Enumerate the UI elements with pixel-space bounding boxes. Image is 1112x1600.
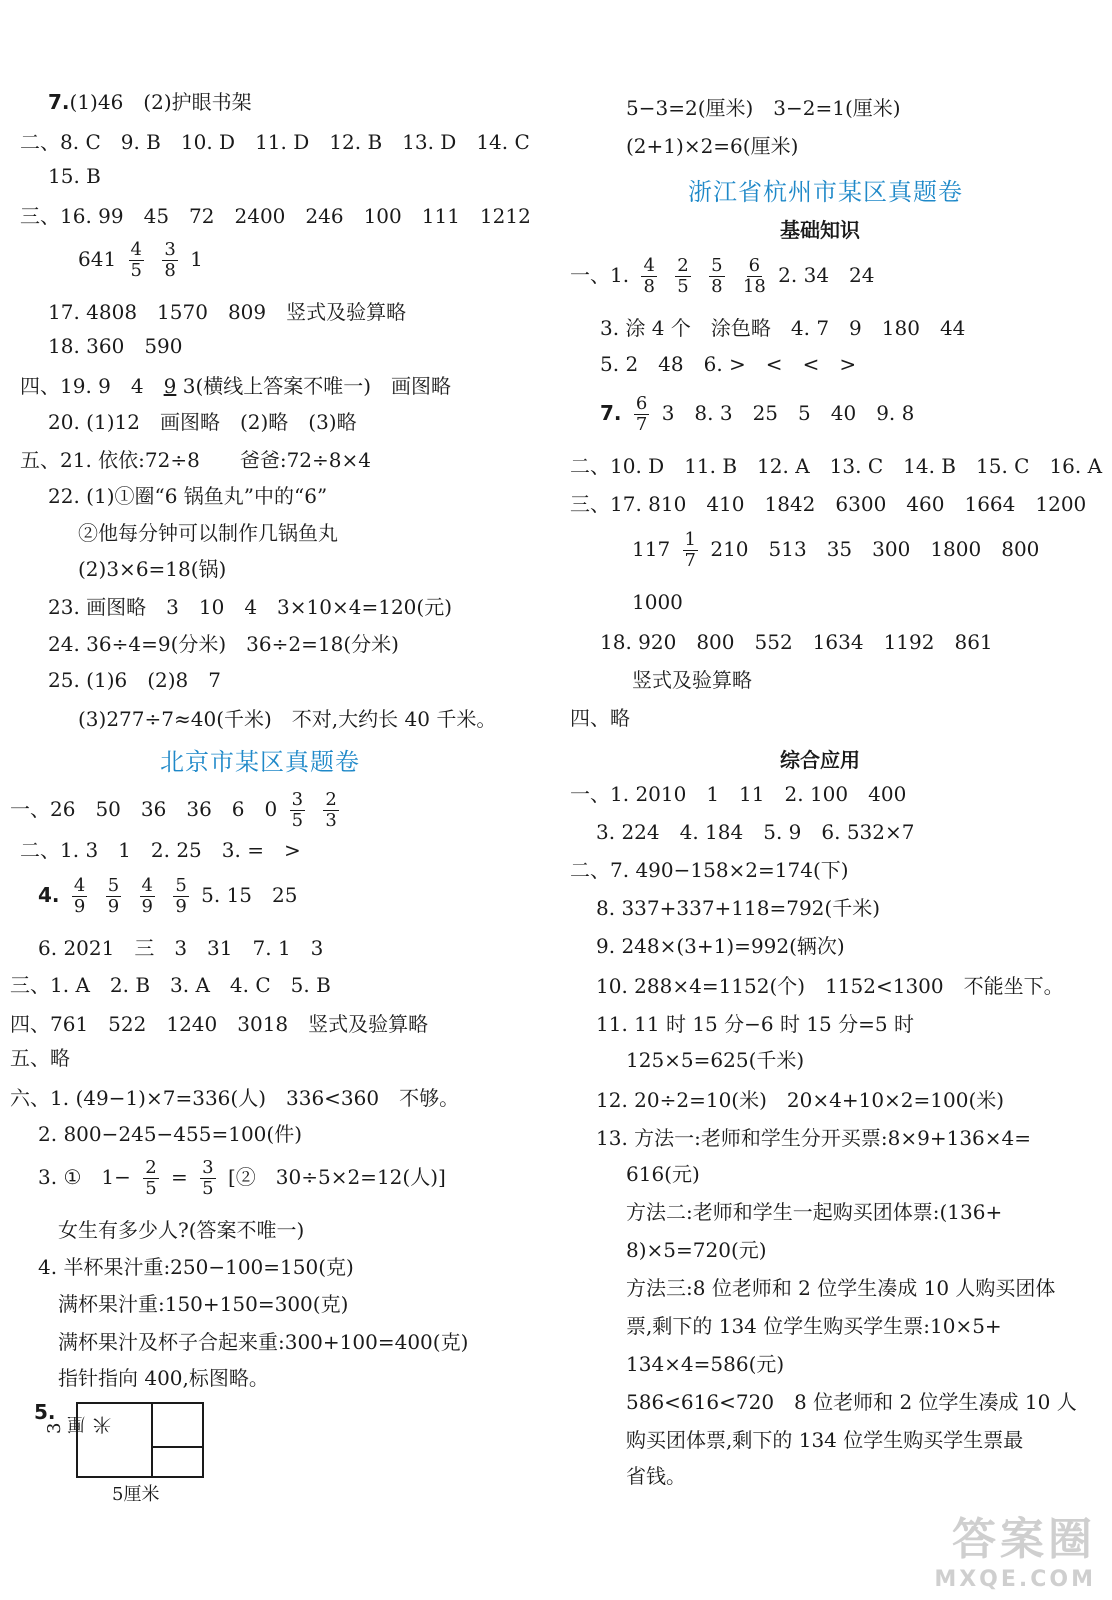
- answer-line-fractions: 117 $\frac{1}{7}$ 210 513 35 300 1800 800: [632, 529, 1040, 571]
- fraction: $\frac{3}{5}$: [202, 1157, 214, 1199]
- answer-line: 3. 224 4. 184 5. 9 6. 532×7: [596, 820, 915, 844]
- answer-line: (3)277÷7≈40(千米) 不对,大约长 40 千米。: [78, 707, 497, 731]
- answer-line: 23. 画图略 3 10 4 3×10×4=120(元): [48, 595, 453, 619]
- answer-line: (2+1)×2=6(厘米): [626, 134, 799, 158]
- answer-line: 满杯果汁重:150+150=300(克): [58, 1292, 349, 1316]
- fraction: $\frac{4}{5}$: [130, 239, 142, 281]
- answer-line: 二、8. C 9. B 10. D 11. D 12. B 13. D 14. C: [20, 130, 530, 154]
- answer-line-fractions: 一、26 50 36 36 6 0 $\frac{3}{5}$ $\frac{2}{3}$: [10, 789, 337, 831]
- fraction: $\frac{5}{9}$: [175, 875, 187, 917]
- answer-line: 5. 2 48 6. > < < >: [600, 352, 857, 376]
- subsection-title: 综合应用: [780, 748, 860, 772]
- site-watermark: [934, 1503, 1096, 1592]
- answer-line: 方法二:老师和学生一起购买团体票:(136+: [626, 1200, 1003, 1224]
- fraction: $\frac{2}{5}$: [677, 255, 689, 297]
- answer-line: 三、17. 810 410 1842 6300 460 1664 1200: [570, 492, 1087, 516]
- answer-line: 586<616<720 8 位老师和 2 位学生凑成 10 人: [626, 1390, 1077, 1414]
- answer-line: 5−3=2(厘米) 3−2=1(厘米): [626, 96, 901, 120]
- answer-line: 二、10. D 11. B 12. A 13. C 14. B 15. C 16. A: [570, 454, 1103, 478]
- subsection-title: 基础知识: [780, 218, 860, 242]
- section-title: 浙江省杭州市某区真题卷: [688, 178, 963, 206]
- answer-line: 三、1. A 2. B 3. A 4. C 5. B: [10, 973, 331, 997]
- answer-line: 12. 20÷2=10(米) 20×4+10×2=100(米): [596, 1088, 1005, 1112]
- height-label: 3厘米: [44, 1416, 114, 1434]
- fraction: $\frac{4}{9}$: [73, 875, 86, 917]
- answer-line: 13. 方法一:老师和学生分开买票:8×9+136×4=: [596, 1126, 1032, 1150]
- fraction: $\frac{1}{7}$: [684, 529, 696, 571]
- fraction: $\frac{4}{8}$: [643, 255, 655, 297]
- answer-line: ②他每分钟可以制作几锅鱼丸: [78, 521, 338, 545]
- answer-line: 满杯果汁及杯子合起来重:300+100=400(克): [58, 1330, 469, 1354]
- answer-line: 二、7. 490−158×2=174(下): [570, 858, 849, 882]
- fraction: $\frac{2}{3}$: [325, 789, 337, 831]
- answer-line-fractions: 一、1. $\frac{4}{8}$ $\frac{2}{5}$ $\frac{5}{8}$ $\frac{6}{18}$ 2. 34 24: [570, 255, 875, 297]
- answer-line: 5.: [34, 1400, 56, 1424]
- fraction: $\frac{2}{5}$: [145, 1157, 157, 1199]
- fraction: $\frac{6}{18}$: [742, 255, 766, 297]
- answer-line: 三、16. 99 45 72 2400 246 100 111 1212: [20, 204, 531, 228]
- answer-line: 25. (1)6 (2)8 7: [48, 668, 221, 692]
- answer-line: 11. 11 时 15 分−6 时 15 分=5 时: [596, 1012, 914, 1036]
- width-label: 5厘米: [112, 1484, 160, 1505]
- fraction: $\frac{5}{9}$: [107, 875, 120, 917]
- answer-line: 1000: [632, 590, 683, 614]
- answer-line: 四、761 522 1240 3018 竖式及验算略: [10, 1012, 429, 1036]
- answer-line: 竖式及验算略: [632, 668, 752, 692]
- answer-line-fractions: 641 $\frac{4}{5}$ $\frac{3}{8}$ 1: [78, 239, 203, 281]
- answer-line: 四、19. 9 4 9 3(横线上答案不唯一) 画图略: [20, 374, 452, 398]
- section-title: 北京市某区真题卷: [160, 748, 360, 776]
- answer-line: 2. 800−245−455=100(件): [38, 1122, 303, 1146]
- answer-line: 方法三:8 位老师和 2 位学生凑成 10 人购买团体: [626, 1276, 1056, 1300]
- answer-line: 18. 920 800 552 1634 1192 861: [600, 630, 993, 654]
- answer-line: 616(元): [626, 1162, 700, 1186]
- watermark-url: MXQE.COM: [934, 1567, 1096, 1592]
- answer-line: 125×5=625(千米): [626, 1048, 805, 1072]
- answer-line: 10. 288×4=1152(个) 1152<1300 不能坐下。: [596, 974, 1064, 998]
- answer-line: 五、略: [10, 1046, 70, 1070]
- answer-line: 4. 半杯果汁重:250−100=150(克): [38, 1255, 354, 1279]
- answer-line: 女生有多少人?(答案不唯一): [58, 1218, 305, 1242]
- watermark-logo-text: 答案圈: [952, 1514, 1096, 1565]
- answer-line: 17. 4808 1570 809 竖式及验算略: [48, 300, 407, 324]
- fraction: $\frac{4}{9}$: [141, 875, 153, 917]
- answer-line: 四、略: [570, 706, 630, 730]
- answer-line: 9. 248×(3+1)=992(辆次): [596, 934, 845, 958]
- answer-line-fractions: 4. $\frac{4}{9}$ $\frac{5}{9}$ $\frac{4}{9}$ $\frac{5}{9}$ 5. 15 25: [38, 875, 298, 917]
- horizontal-divider: [153, 1446, 202, 1448]
- answer-line: 五、21. 依依:72÷8 爸爸:72÷8×4: [20, 448, 371, 472]
- answer-line: 15. B: [48, 164, 101, 188]
- answer-line: 18. 360 590: [48, 334, 183, 358]
- answer-line: 8)×5=720(元): [626, 1238, 767, 1262]
- answer-line: 22. (1)①圈“6 锅鱼丸”中的“6”: [48, 484, 328, 508]
- answer-line: 24. 36÷4=9(分米) 36÷2=18(分米): [48, 632, 399, 656]
- vertical-divider: [151, 1404, 153, 1476]
- answer-line-fractions: 7. $\frac{6}{7}$ 3 8. 3 25 5 40 9. 8: [600, 393, 915, 435]
- answer-line: 指针指向 400,标图略。: [58, 1366, 269, 1390]
- answer-line: 134×4=586(元): [626, 1352, 785, 1376]
- answer-line: 6. 2021 三 3 31 7. 1 3: [38, 936, 324, 960]
- fraction: $\frac{3}{8}$: [164, 239, 176, 281]
- fraction: $\frac{6}{7}$: [635, 393, 648, 435]
- answer-line: 7.(1)46 (2)护眼书架: [48, 90, 252, 114]
- answer-line-fractions: 3. ① 1− $\frac{2}{5}$ = $\frac{3}{5}$ [② 30÷5×2=12(人)]: [38, 1157, 446, 1199]
- answer-line: 一、1. 2010 1 11 2. 100 400: [570, 782, 907, 806]
- fraction: $\frac{5}{8}$: [711, 255, 723, 297]
- answer-line: 省钱。: [626, 1464, 686, 1488]
- answer-line: (2)3×6=18(锅): [78, 557, 227, 581]
- answer-line: 3. 涂 4 个 涂色略 4. 7 9 180 44: [600, 316, 966, 340]
- answer-line: 20. (1)12 画图略 (2)略 (3)略: [48, 410, 357, 434]
- answer-line: 票,剩下的 134 位学生购买学生票:10×5+: [626, 1314, 1002, 1338]
- answer-line: 8. 337+337+118=792(千米): [596, 896, 881, 920]
- fraction: $\frac{3}{5}$: [291, 789, 304, 831]
- outer-rectangle: [76, 1402, 204, 1478]
- answer-line: 六、1. (49−1)×7=336(人) 336<360 不够。: [10, 1086, 460, 1110]
- answer-line: 二、1. 3 1 2. 25 3. = >: [20, 838, 301, 862]
- answer-line: 购买团体票,剩下的 134 位学生购买学生票最: [626, 1428, 1024, 1452]
